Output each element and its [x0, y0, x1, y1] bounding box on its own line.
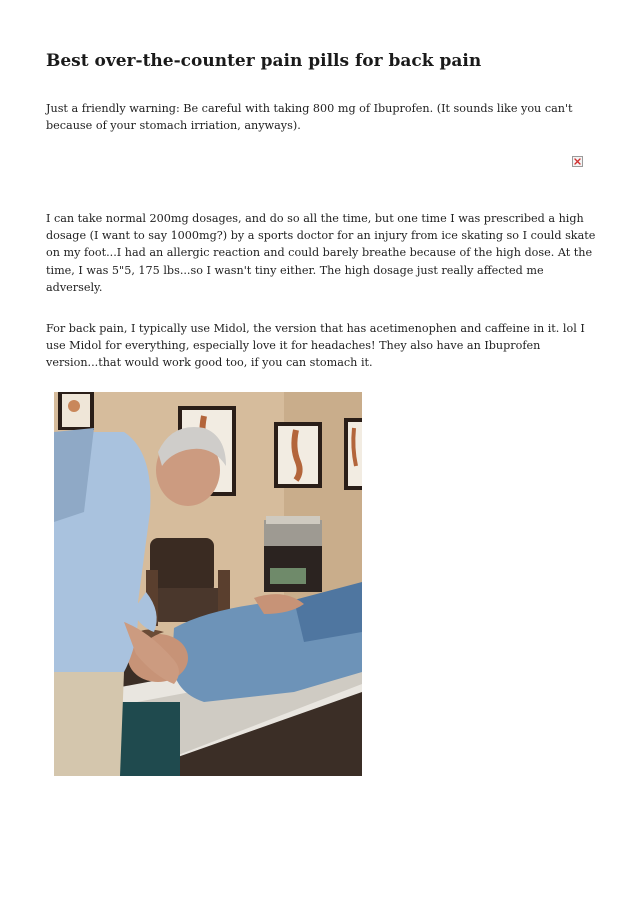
wall-poster-left [58, 392, 94, 430]
equipment-cart [264, 516, 322, 592]
paragraph-dosage-story: I can take normal 200mg dosages, and do so all the time, but one time I was prescribed a high dosage (I want to say 1000mg?) by a sports doctor for an injury from ice skating so I could skate on my foot...I had an allergic reaction and could barely breathe because of the high dose. At the time, I was 5"5, 175 lbs...so I wasn't tiny either. The high dosage just really affected me adversely. [46, 212, 596, 294]
wall-poster-spine-3 [344, 418, 362, 490]
photo-chiropractor-neck-adjustment [54, 392, 362, 776]
wall-poster-spine-2 [274, 422, 322, 488]
paragraph-midol: For back pain, I typically use Midol, the version that has acetimenophen and caffeine in it. lol I use Midol for everything, especially love it for headaches! They also have an Ibuprofen version...that would work good too, if you can stomach it. [46, 322, 585, 370]
paragraph-warning: Just a friendly warning: Be careful with taking 800 mg of Ibuprofen. (It sounds like you can't because of your stomach irriation, anyways). [46, 102, 573, 133]
broken-image-icon [572, 156, 583, 167]
page-title: Best over-the-counter pain pills for back pain [46, 51, 482, 71]
